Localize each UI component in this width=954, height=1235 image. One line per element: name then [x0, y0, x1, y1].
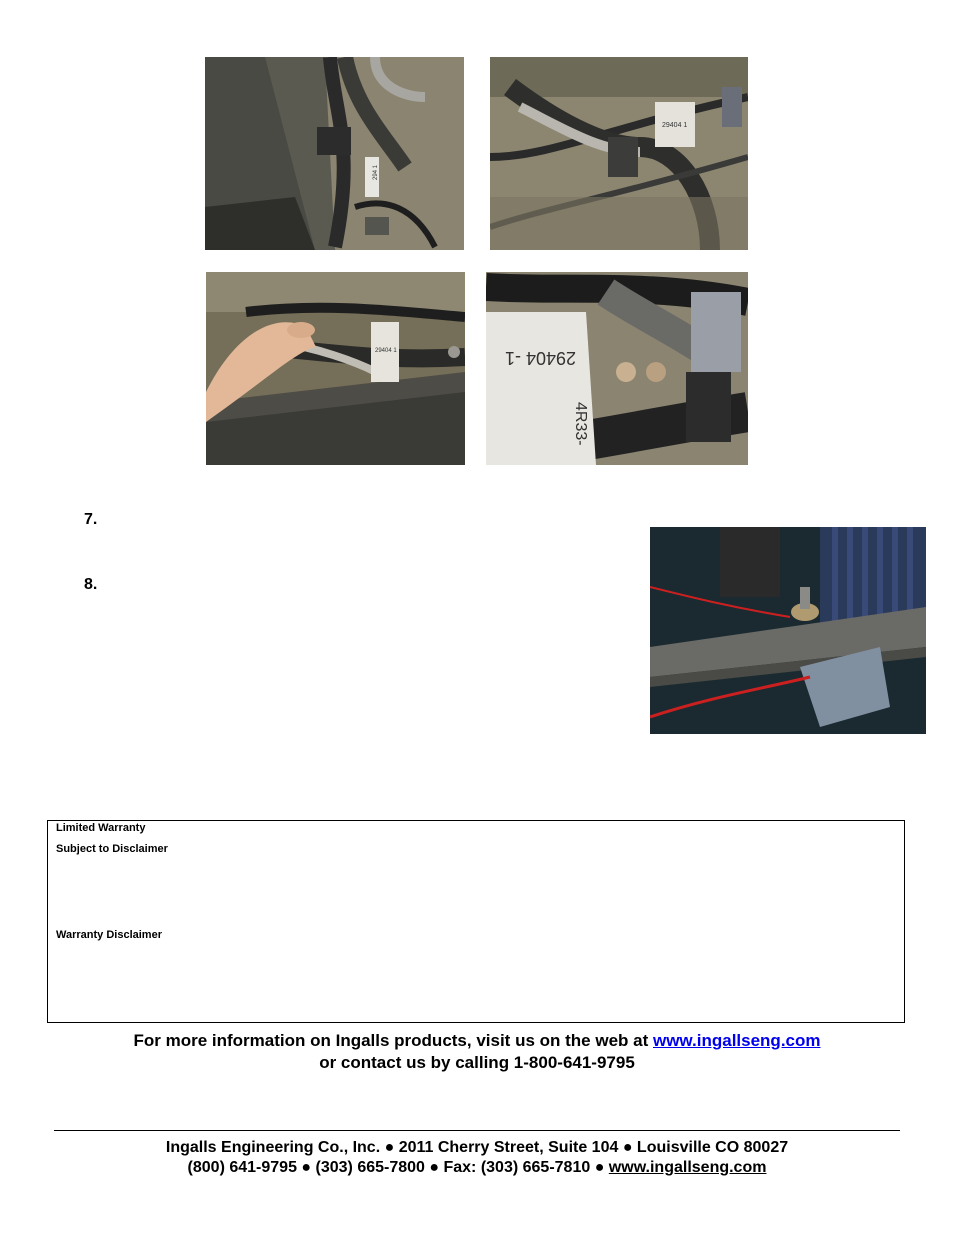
contact-line-1 [0, 1031, 954, 1051]
photo-3-tag-text: 29404 1 [375, 348, 397, 354]
warranty-disclaimer-heading: Warranty Disclaimer [56, 929, 162, 941]
footer-address: Ingalls Engineering Co., Inc. ● 2011 Cherry Street, Suite 104 ● Louisville CO 80027 [165, 1139, 789, 1156]
footer-website[interactable]: www.ingallseng.com [608, 1159, 767, 1176]
photo-2-tag-text: 29404 1 [662, 122, 688, 129]
wiring-photo-1 [205, 57, 464, 250]
warranty-box [47, 820, 905, 1023]
step-8-number: 8. [84, 576, 98, 593]
footer-phone-line [0, 1159, 954, 1177]
footer-divider [54, 1130, 900, 1131]
photo-4-tag-text-2: 4R33- [572, 402, 589, 446]
photo-1-tag-text: 294 1 [373, 164, 379, 180]
wiring-photo-2 [490, 57, 748, 250]
step-7-number: 7. [84, 511, 98, 528]
wiring-photo-4 [486, 272, 748, 465]
contact-line-2: or contact us by calling 1-800-641-9795 [319, 1053, 635, 1072]
photo-4-tag-text: 29404 -1 [504, 348, 576, 368]
frame-bracket-photo [650, 527, 926, 734]
wiring-photo-3 [206, 272, 465, 465]
footer-phone-text: (800) 641-9795 ● (303) 665-7800 ● Fax: (303) 665-7810 ● [187, 1159, 609, 1176]
limited-warranty-heading: Limited Warranty [56, 822, 146, 834]
subject-to-disclaimer-heading: Subject to Disclaimer [56, 843, 168, 855]
website-link[interactable]: www.ingallseng.com [652, 1031, 821, 1050]
contact-line-1-text: For more information on Ingalls products, visit us on the web at [133, 1031, 653, 1050]
